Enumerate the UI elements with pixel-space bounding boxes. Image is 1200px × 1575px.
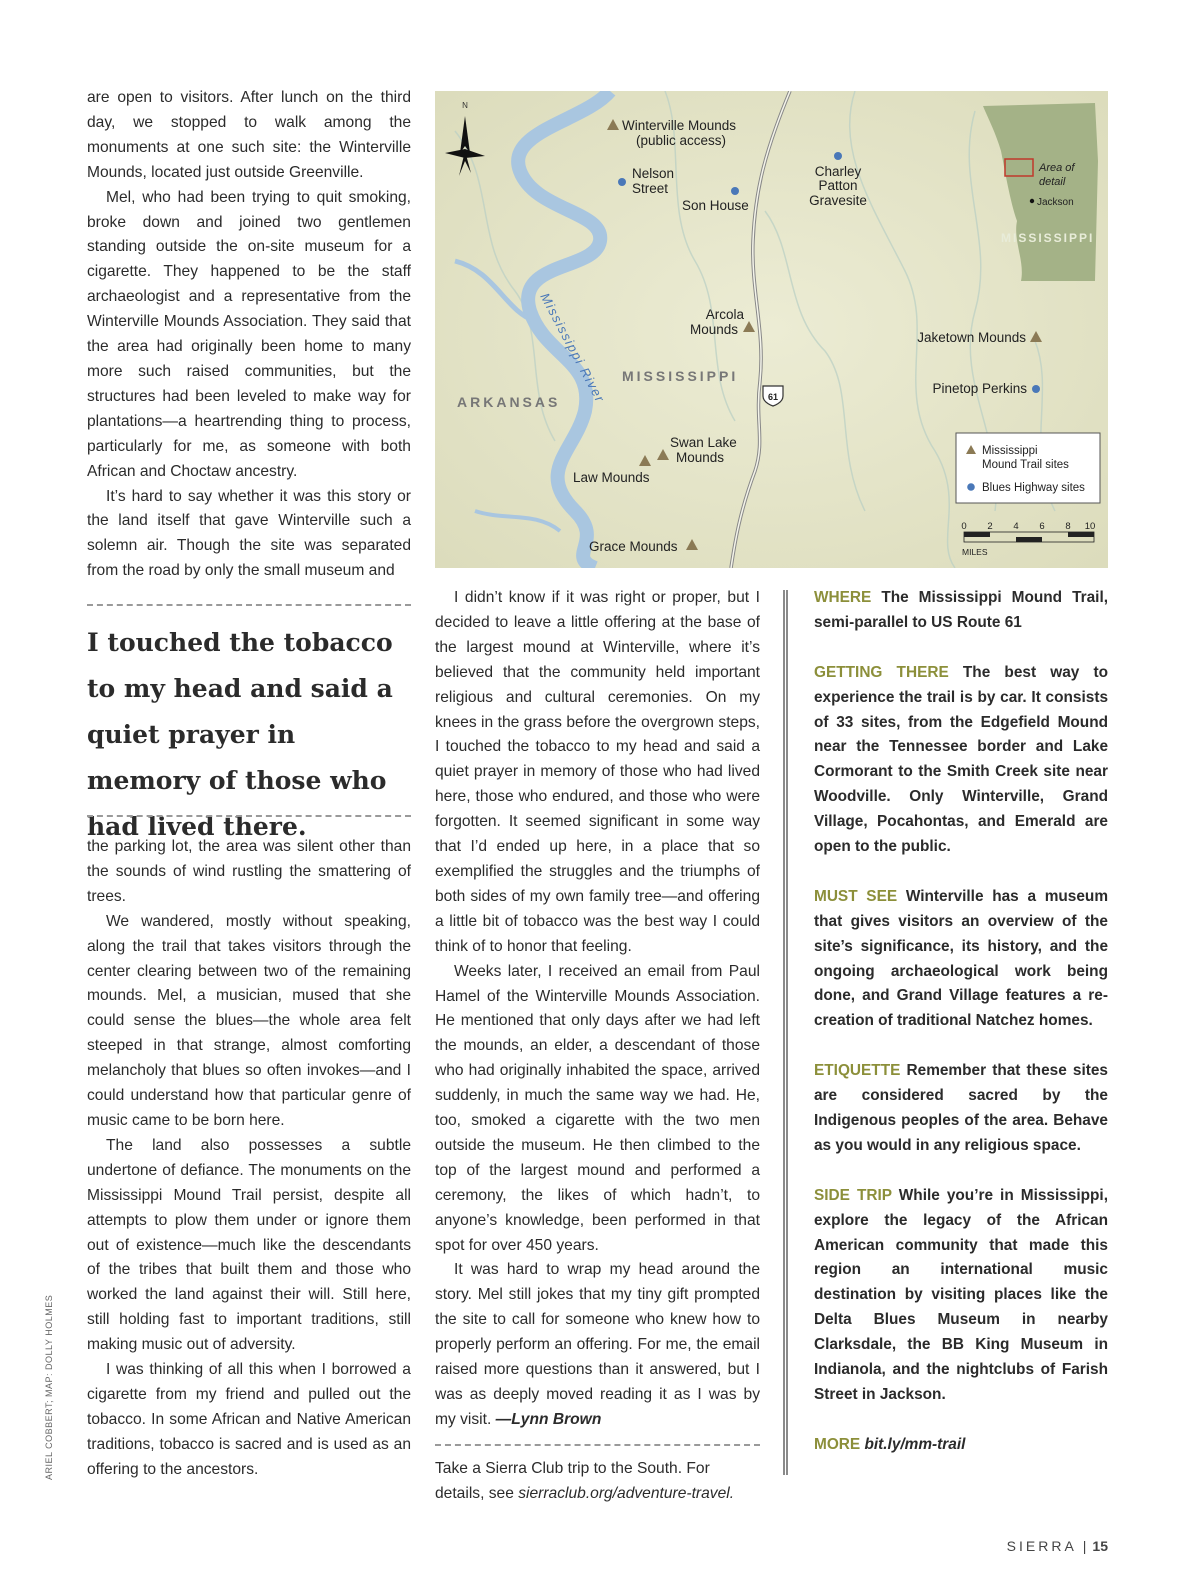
column-1-top	[87, 86, 411, 584]
label-river: Mississippi River	[537, 290, 609, 406]
svg-text:Blues Highway sites: Blues Highway sites	[982, 482, 1085, 494]
svg-text:MILES: MILES	[962, 547, 988, 557]
paragraph: The land also possesses a subtle undertone of defiance. The monuments on the Mississippi Mound Trail persist, despite all attempts to plow them under or ignore them out of existence—much like the descendants of the tribes that built them and those who worked the land against their will. Still here, still holding fast to important traditions, still making music out of adversity.	[87, 1136, 411, 1354]
svg-text:Area of: Area of	[1039, 162, 1075, 174]
paragraph: We wandered, mostly without speaking, along the trail that takes visitors through the center clearing between two of the remaining mounds. Mel, a musician, mused that she could sense the blues—the whole area felt steeped in that strange, almost comforting melancholy that blues so often invokes—and I could understand how that particular genre of music came to be born here.	[87, 912, 411, 1129]
svg-text:61: 61	[767, 392, 779, 402]
column-2	[435, 586, 760, 1507]
label-jaketown: Jaketown Mounds	[917, 330, 1026, 345]
label-son-house: Son House	[682, 198, 749, 213]
paragraph: Mel, who had been trying to quit smoking, broke down and joined two gentlemen standing outside the on-site museum for a cigarette. They happened to be the staff archaeologist and a representative from the Winterville Mounds Association. They said that the area had originally been home to many more such raised communities, but the structures had been leveled to make way for plantations—a heartrending thing to process, particularly for me, as someone with both African and Choctaw ancestry.	[87, 188, 411, 480]
svg-text:Mound Trail sites: Mound Trail sites	[982, 459, 1069, 471]
label-street: Street	[632, 181, 669, 196]
column-1-bottom	[87, 835, 411, 1483]
label-charley: Charley	[814, 164, 862, 179]
label-pinetop: Pinetop Perkins	[932, 381, 1027, 396]
svg-text:8: 8	[1065, 521, 1071, 532]
pullquote-divider-top	[87, 604, 411, 606]
blues-charley-icon	[834, 152, 842, 160]
page-footer: SIERRA | 15	[1006, 1538, 1108, 1554]
label-arcola: Arcola	[705, 307, 744, 322]
map-svg	[435, 91, 1108, 568]
sidebar-etiquette: ETIQUETTE Remember that these sites are considered sacred by the Indigenous peoples of the area. Behave as you would in any religious space.	[814, 1062, 1108, 1154]
sidebar-getting-there: GETTING THERE The best way to experience the trail is by car. It consists of 33 sites, from the Edgefield Mound near the Tennessee border and Lake Cormorant to the Smith Creek site near Woodville. Only Winterville, Grand Village, Pocahontas, and Emerald are open to the public.	[814, 663, 1109, 856]
sidebar-where: WHERE The Mississippi Mound Trail, semi-parallel to US Route 61	[814, 589, 1109, 631]
more-link[interactable]: bit.ly/mm-trail	[864, 1435, 966, 1453]
label-nelson: Nelson	[632, 166, 675, 181]
label-state-mississippi: MISSISSIPPI	[622, 368, 739, 384]
trail-map	[435, 91, 1108, 568]
svg-text:MISSISSIPPI: MISSISSIPPI	[1001, 231, 1095, 245]
pullquote-divider-bottom	[87, 815, 411, 817]
label-winterville-access: (public access)	[636, 133, 727, 148]
paragraph: I didn’t know if it was right or proper, but I decided to leave a little offering at the base of the largest mound at Winterville, where it’s believed that the community held important religious and cultural ceremonies. On my knees in the grass before the overgrown steps, I touched the tobacco to my head and said a quiet prayer in memory of those who had lived here, those who endured, and those who were forgotten. It seemed significant in some way that I’d ended up here, in a place that so exemplified the struggles and the triumphs of both sides of my own family tree—and offering a little bit of tobacco was the best way I could think of to honor that feeling.	[435, 589, 760, 955]
svg-text:Jackson: Jackson	[1037, 197, 1074, 208]
paragraph	[435, 1258, 760, 1432]
pull-quote: I touched the tobacco to my head and said a quiet prayer in memory of those who had lived there.	[87, 628, 393, 841]
paragraph: the parking lot, the area was silent other than the sounds of wind rustling the smattering of trees.	[87, 838, 411, 905]
paragraph: It’s hard to say whether it was this story or the land itself that gave Winterville such a solemn air. Though the site was separated from the road by only the small museum and	[87, 487, 411, 580]
paragraph-text: It was hard to wrap my head around the story. Mel still jokes that my tiny gift prompted the site to call for someone who knew how to properly perform an offering. For me, the email raised more questions than it answered, but I was as deeply moved reading it as I was by my visit.	[435, 1261, 760, 1428]
sidebar-must-see: MUST SEE Winterville has a museum that gives visitors an overview of the site’s significance, its history, and the ongoing archaeological work being done, and Grand Village features a re-creation of traditional Natchez homes.	[814, 887, 1109, 1030]
blues-pinetop-icon	[1032, 385, 1040, 393]
photo-credit: ARIEL COBBERT; MAP: DOLLY HOLMES	[44, 1294, 54, 1480]
svg-text:6: 6	[1039, 521, 1045, 532]
label-gravesite: Gravesite	[809, 193, 867, 208]
svg-text:N: N	[462, 101, 468, 110]
paragraph: Weeks later, I received an email from Paul Hamel of the Winterville Mounds Association. He mentioned that only days after we had left the mounds, an elder, a descendant of those who had originally inhabited the space, arrived suddenly, in much the same way we had. He, too, smoked a cigarette with the two men outside the museum. He then climbed to the top of the largest mound and performed a ceremony, the likes of which hadn’t, to anyone’s knowledge, been performed in that spot for over 450 years.	[435, 962, 760, 1254]
svg-text:2: 2	[987, 521, 993, 532]
label-grace: Grace Mounds	[589, 539, 678, 554]
label-arcola-mounds: Mounds	[689, 322, 738, 337]
trip-divider	[435, 1433, 760, 1446]
label-law: Law Mounds	[573, 470, 650, 485]
label-winterville: Winterville Mounds	[622, 118, 737, 133]
sidebar-side-trip: SIDE TRIP While you’re in Mississippi, explore the legacy of the African American community that made this region an international music destination by visiting places like the Delta Blues Museum in nearby Clarksdale, the BB King Museum in Indianola, and the nightclubs of Farish Street in Jackson.	[814, 1186, 1108, 1403]
svg-text:4: 4	[1013, 521, 1019, 532]
trip-link[interactable]: sierraclub.org/adventure-travel.	[518, 1484, 735, 1502]
label-patton: Patton	[818, 178, 858, 193]
label-swan-lake: Swan Lake	[670, 435, 737, 450]
label-swan-mounds: Mounds	[676, 450, 725, 465]
paragraph: I was thinking of all this when I borrowed a cigarette from my friend and pulled out the tobacco. In some African and Native American traditions, tobacco is sacred and is used as an offering to the ancestors.	[87, 1361, 411, 1478]
page-number: 15	[1092, 1538, 1108, 1554]
blues-nelson-icon	[618, 178, 626, 186]
svg-text:0: 0	[961, 521, 967, 532]
trip-note: Take a Sierra Club trip to the South. For details, see sierraclub.org/adventure-travel.	[435, 1459, 735, 1502]
svg-text:Mississippi: Mississippi	[982, 445, 1038, 457]
label-state-arkansas: ARKANSAS	[457, 394, 561, 410]
byline: —Lynn Brown	[495, 1410, 602, 1428]
paragraph: are open to visitors. After lunch on the third day, we stopped to walk among the monuments at one such site: the Winterville Mounds, located just outside Greenville.	[87, 89, 411, 181]
magazine-name: SIERRA	[1006, 1538, 1077, 1554]
svg-text:10: 10	[1084, 521, 1096, 532]
column-divider	[783, 590, 788, 1475]
info-sidebar	[814, 586, 1108, 1483]
sidebar-more: MORE bit.ly/mm-trail	[814, 1435, 966, 1453]
svg-text:detail: detail	[1039, 176, 1066, 188]
blues-son-house-icon	[731, 187, 739, 195]
map-legend	[956, 433, 1100, 503]
